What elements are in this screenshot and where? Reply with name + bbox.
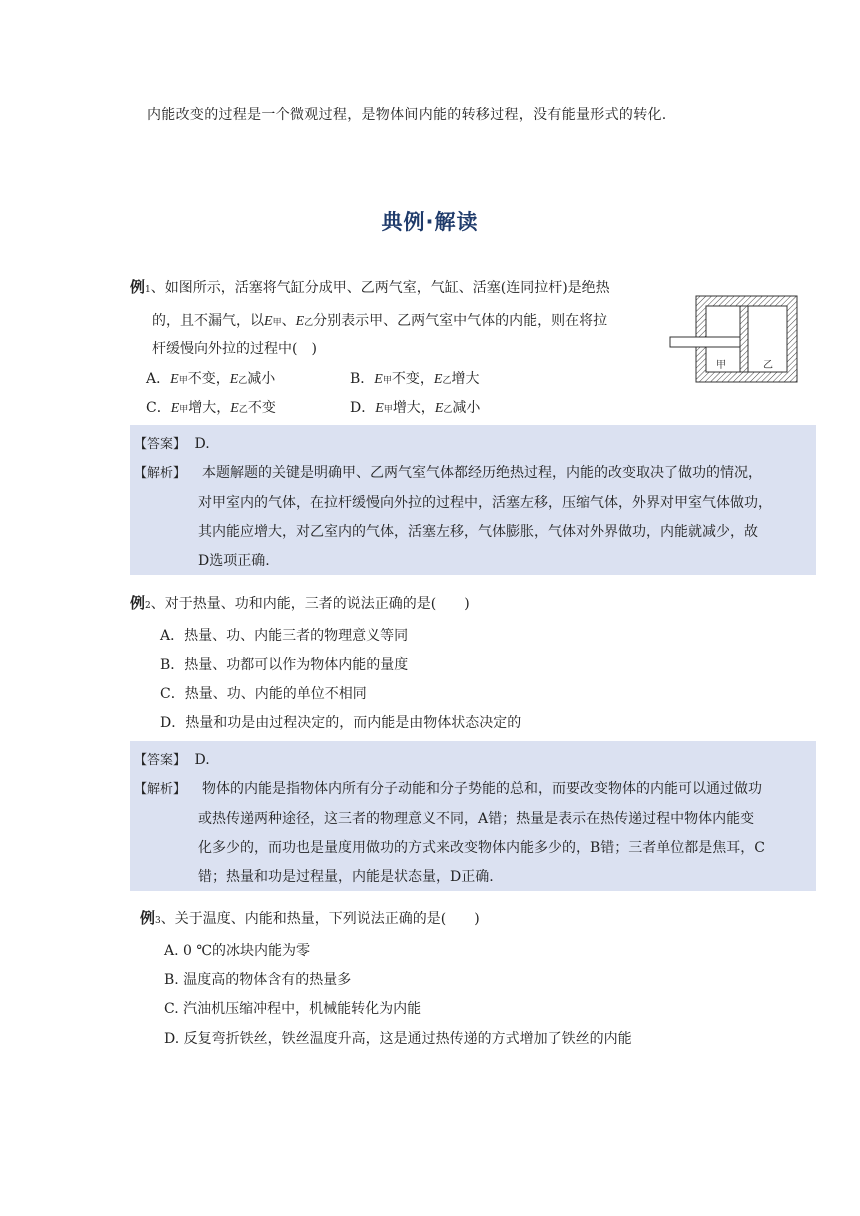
example2-analysis-tag: 【解析】 bbox=[134, 782, 187, 797]
cylinder-diagram bbox=[668, 294, 800, 384]
example1-answer: D. bbox=[194, 436, 210, 452]
answer-tag: 【答案】 bbox=[134, 437, 187, 452]
intro-paragraph: 内能改变的过程是一个微观过程，是物体间内能的转移过程，没有能量形式的转化. bbox=[147, 107, 667, 123]
example2-answer: D. bbox=[194, 752, 210, 768]
example3-label: 例 bbox=[140, 909, 156, 927]
example1-text-line1: 、如图所示，活塞将气缸分成甲、乙两气室，气缸、活塞(连同拉杆)是绝热 bbox=[150, 280, 610, 296]
example2-option-c: C．热量、功、内能的单位不相同 bbox=[160, 686, 367, 702]
example1-analysis-line: 对甲室内的气体，在拉杆缓慢向外拉的过程中，活塞左移，压缩气体，外界对甲室气体做功， bbox=[198, 495, 772, 511]
example2-option-a: A．热量、功、内能三者的物理意义等同 bbox=[160, 628, 409, 644]
example2-analysis-line: 物体的内能是指物体内所有分子动能和分子势能的总和，而要改变物体的内能可以通过做功 bbox=[202, 781, 762, 797]
example3-option-d: D. 反复弯折铁丝，铁丝温度升高，这是通过热传递的方式增加了铁丝的内能 bbox=[164, 1031, 632, 1047]
example1-option-b: B．E甲不变，E乙增大 bbox=[350, 371, 480, 387]
example1-question-line1 bbox=[130, 276, 610, 297]
example1-option-a: A．E甲不变，E乙减小 bbox=[146, 371, 276, 387]
example2-option-d: D．热量和功是由过程决定的，而内能是由物体状态决定的 bbox=[160, 715, 522, 731]
answer-tag: 【答案】 bbox=[134, 753, 187, 768]
example2-option-b: B．热量、功都可以作为物体内能的量度 bbox=[160, 657, 409, 673]
example1-question-line2: 的，且不漏气，以E甲、E乙分别表示甲、乙两气室中气体的内能，则在将拉 bbox=[152, 313, 608, 329]
example1-analysis-line: 其内能应增大，对乙室内的气体，活塞左移，气体膨胀，气体对外界做功，内能就减少，故 bbox=[198, 524, 758, 540]
example2-answer-row bbox=[134, 749, 210, 768]
example2-analysis-line: 化多少的，而功也是量度用做功的方式来改变物体内能多少的，B错；三者单位都是焦耳，C bbox=[198, 840, 765, 856]
example1-analysis-line: D选项正确. bbox=[198, 553, 270, 569]
figure-label-jia: 甲 bbox=[716, 360, 726, 371]
example1-question-line3: 杆缓慢向外拉的过程中( ) bbox=[152, 341, 317, 357]
example3-question bbox=[140, 907, 480, 928]
example3-number: 3 bbox=[155, 916, 161, 926]
section-title: 典例·解读 bbox=[381, 210, 479, 234]
example2-question bbox=[130, 592, 470, 613]
example3-text: 、关于温度、内能和热量，下列说法正确的是( ) bbox=[160, 911, 480, 927]
example1-answer-row bbox=[134, 433, 210, 452]
example1-option-c: C．E甲增大，E乙不变 bbox=[146, 400, 276, 416]
example2-label: 例 bbox=[130, 594, 146, 612]
piston bbox=[740, 306, 748, 372]
example1-analysis-line: 本题解题的关键是明确甲、乙两气室气体都经历绝热过程，内能的改变取决了做功的情况， bbox=[202, 465, 762, 481]
example3-option-a: A. 0 ℃的冰块内能为零 bbox=[164, 943, 311, 959]
example2-text: 、对于热量、功和内能，三者的说法正确的是( ) bbox=[150, 596, 470, 612]
pull-rod bbox=[670, 337, 740, 347]
example1-label: 例 bbox=[130, 278, 146, 296]
example3-option-b: B. 温度高的物体含有的热量多 bbox=[164, 972, 352, 988]
example3-option-c: C. 汽油机压缩冲程中，机械能转化为内能 bbox=[164, 1001, 422, 1017]
example2-number: 2 bbox=[145, 601, 151, 611]
example1-answer-box bbox=[130, 425, 816, 575]
example2-analysis-line: 错；热量和功是过程量，内能是状态量，D正确. bbox=[198, 869, 494, 885]
example1-option-d: D．E甲增大，E乙减小 bbox=[350, 400, 481, 416]
figure-label-yi: 乙 bbox=[763, 360, 773, 371]
example1-analysis-tag: 【解析】 bbox=[134, 466, 187, 481]
example2-analysis-line: 或热传递两种途径，这三者的物理意义不同，A错；热量是表示在热传递过程中物体内能变 bbox=[198, 811, 755, 827]
example1-number: 1 bbox=[145, 285, 151, 295]
example2-answer-box bbox=[130, 741, 816, 891]
